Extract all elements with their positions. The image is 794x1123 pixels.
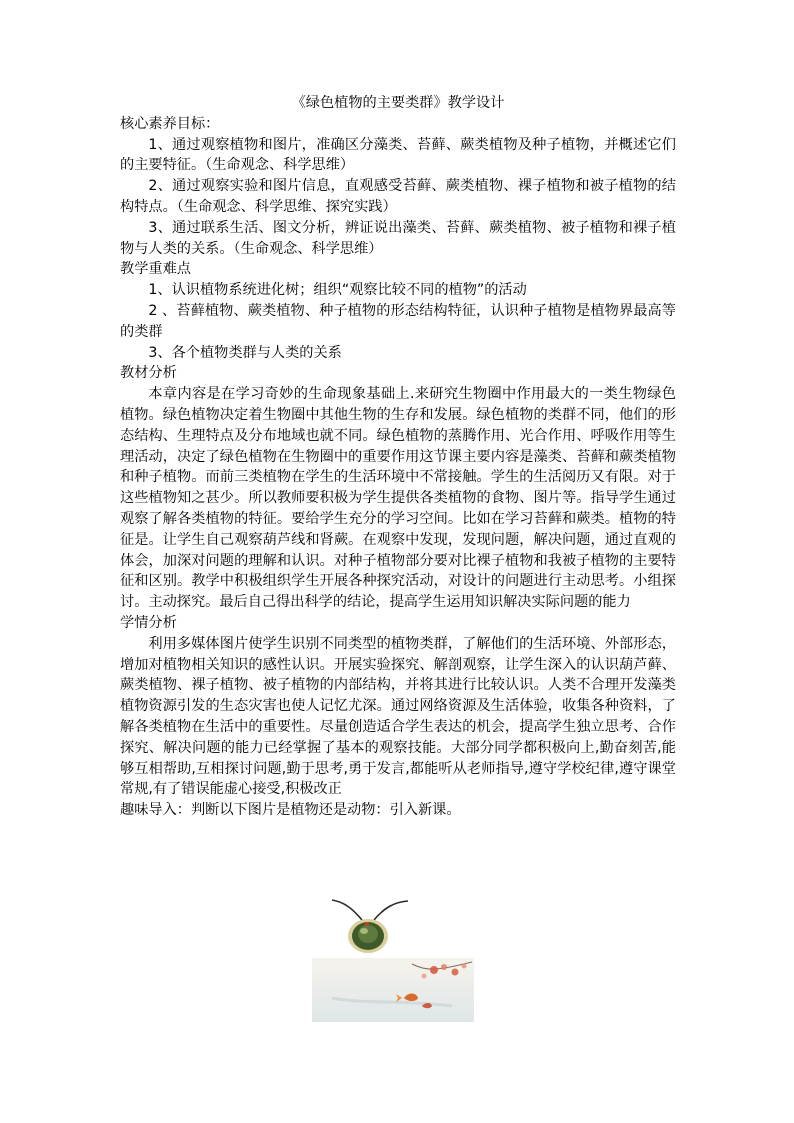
section-textbook-analysis [120, 363, 676, 613]
section-core-goals [120, 114, 676, 260]
document-page [120, 93, 676, 821]
section-learner-analysis [120, 613, 676, 800]
document-title: 《绿色植物的主要类群》教学设计 [291, 95, 505, 111]
paragraph: 3、各个植物类群与人类的关系 [148, 344, 342, 361]
organism-image [322, 898, 414, 956]
paragraph: 利用多媒体图片使学生识别不同类型的植物类群，了解他们的生活环境、外部形态，增加对植物相关知识的感性认识。开展实验探究、解剖观察，让学生深入的认识葫芦藓、蕨类植物、裸子植物、被子植物的内部结构，并将其进行比较认识。人类不合理开发藻类植物资源引发的生态灾害也使人记忆尤深。通过网络资源及生活体验，收集各种资料，了解各类植物在生活中的重要性。尽量创造适合学生表达的机会，提高学生独立思考、合作探究、解决问题的能力已经掌握了基本的观察技能。大部分同学都积极向上,勤奋刻苦,能够互相帮助,互相探讨问题,勤于思考,勇于发言,都能听从老师指导,遵守学校纪律,遵守课堂常规,有了错误能虚心接受,积极改正 [120, 635, 676, 798]
section-key-difficulties [120, 259, 676, 363]
paragraph: 3、通过联系生活、图文分析，辨证说出藻类、苔藓、蕨类植物、被子植物和裸子植物与人类的关系。（生命观念、科学思维） [120, 219, 676, 257]
closing-line: 趣味导入：判断以下图片是植物还是动物：引入新课。 [120, 802, 461, 819]
paragraph: 1、通过观察植物和图片，准确区分藻类、苔藓、蕨类植物及种子植物，并概述它们的主要特征。（生命观念、科学思维） [120, 136, 676, 174]
paragraph: 2 、苔藓植物、蕨类植物、种子植物的形态结构特征，认识种子植物是植物界最高等的类群 [120, 302, 676, 340]
paragraph: 1、认识植物系统进化树；组织“观察比较不同的植物”的活动 [148, 282, 527, 299]
paragraph: 2、通过观察实验和图片信息，直观感受苔藓、蕨类植物、裸子植物和被子植物的结构特点。（生命观念、科学思维、探究实践） [120, 178, 676, 215]
section-heading: 学情分析 [120, 614, 177, 631]
section-heading: 教材分析 [120, 365, 177, 382]
section-heading: 教学重难点 [120, 261, 191, 278]
painting-image [312, 958, 474, 1022]
section-heading: 核心素养目标： [120, 115, 220, 132]
paragraph: 本章内容是在学习奇妙的生命现象基础上.来研究生物圈中作用最大的一类生物绿色植物。绿色植物决定着生物圈中其他生物的生存和发展。绿色植物的类群不同，他们的形态结构、生理特点及分布地域也就不同。绿色植物的蒸腾作用、光合作用、呼吸作用等生理活动，决定了绿色植物在生物圈中的重要作用这节课主要内容是藻类、苔藓和蕨类植物和种子植物。而前三类植物在学生的生活环境中不常接触。学生的生活阅历又有限。对于这些植物知之甚少。所以教师要积极为学生提供各类植物的食物、图片等。指导学生通过观察了解各类植物的特征。要给学生充分的学习空间。比如在学习苔藓和蕨类。植物的特征是。让学生自己观察葫芦线和肾蕨。在观察中发现，发现问题，解决问题，通过直观的体会，加深对问题的理解和认识。对种子植物部分要对比裸子植物和我被子植物的主要特征和区别。教学中积极组织学生开展各种探究活动，对设计的问题进行主动思考。小组探讨。主动探究。最后自己得出科学的结论，提高学生运用知识解决实际问题的能力 [120, 386, 676, 611]
